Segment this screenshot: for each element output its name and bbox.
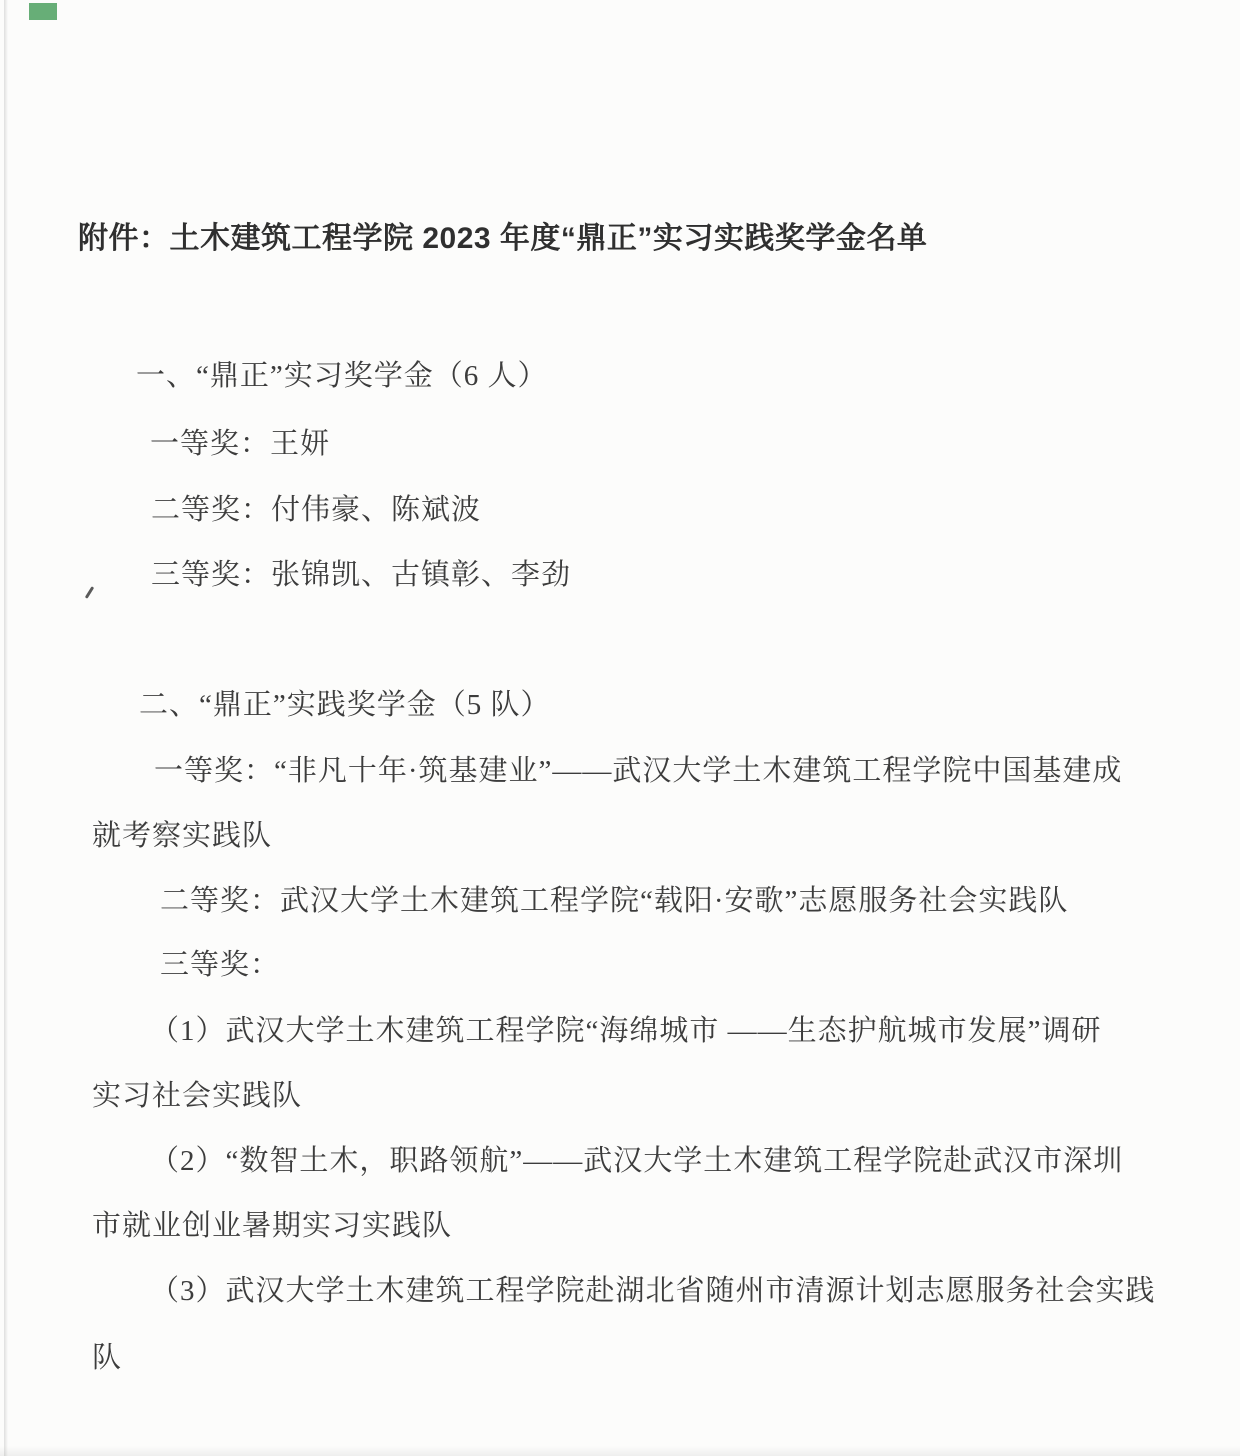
- section2-first-prize-line2: 就考察实践队: [92, 820, 273, 852]
- scan-corner-mark: [29, 3, 57, 20]
- section2-third-prize-team3-line1: （3）武汉大学土木建筑工程学院赴湖北省随州市清源计划志愿服务社会实践: [150, 1275, 1156, 1307]
- scan-bottom-shading: [0, 1446, 1240, 1456]
- section2-heading: 二、“鼎正”实践奖学金（5 队）: [139, 689, 551, 721]
- section2-third-prize-heading: 三等奖：: [160, 949, 281, 981]
- section2-third-prize-team1-line2: 实习社会实践队: [92, 1080, 303, 1112]
- section2-first-prize-line1: 一等奖：“非凡十年·筑基建业”——武汉大学土木建筑工程学院中国基建成: [154, 755, 1123, 787]
- section2-second-prize: 二等奖：武汉大学土木建筑工程学院“载阳·安歌”志愿服务社会实践队: [160, 885, 1069, 917]
- section1-third-prize: 三等奖：张锦凯、古镇彰、李劲: [151, 559, 572, 591]
- section1-second-prize: 二等奖：付伟豪、陈斌波: [151, 494, 482, 526]
- attachment-title: 附件：土木建筑工程学院 2023 年度“鼎正”实习实践奖学金名单: [78, 222, 928, 255]
- pen-tick-mark: [85, 586, 94, 599]
- section2-third-prize-team3-line2: 队: [92, 1342, 123, 1374]
- section1-heading: 一、“鼎正”实习奖学金（6 人）: [136, 360, 548, 392]
- section1-first-prize: 一等奖：王妍: [150, 428, 331, 460]
- section2-third-prize-team2-line2: 市就业创业暑期实习实践队: [92, 1210, 453, 1242]
- section2-third-prize-team1-line1: （1）武汉大学土木建筑工程学院“海绵城市 ——生态护航城市发展”调研: [150, 1015, 1102, 1047]
- scan-edge-artifact: [4, 0, 8, 1456]
- section2-third-prize-team2-line1: （2）“数智土木，职路领航”——武汉大学土木建筑工程学院赴武汉市深圳: [150, 1145, 1124, 1177]
